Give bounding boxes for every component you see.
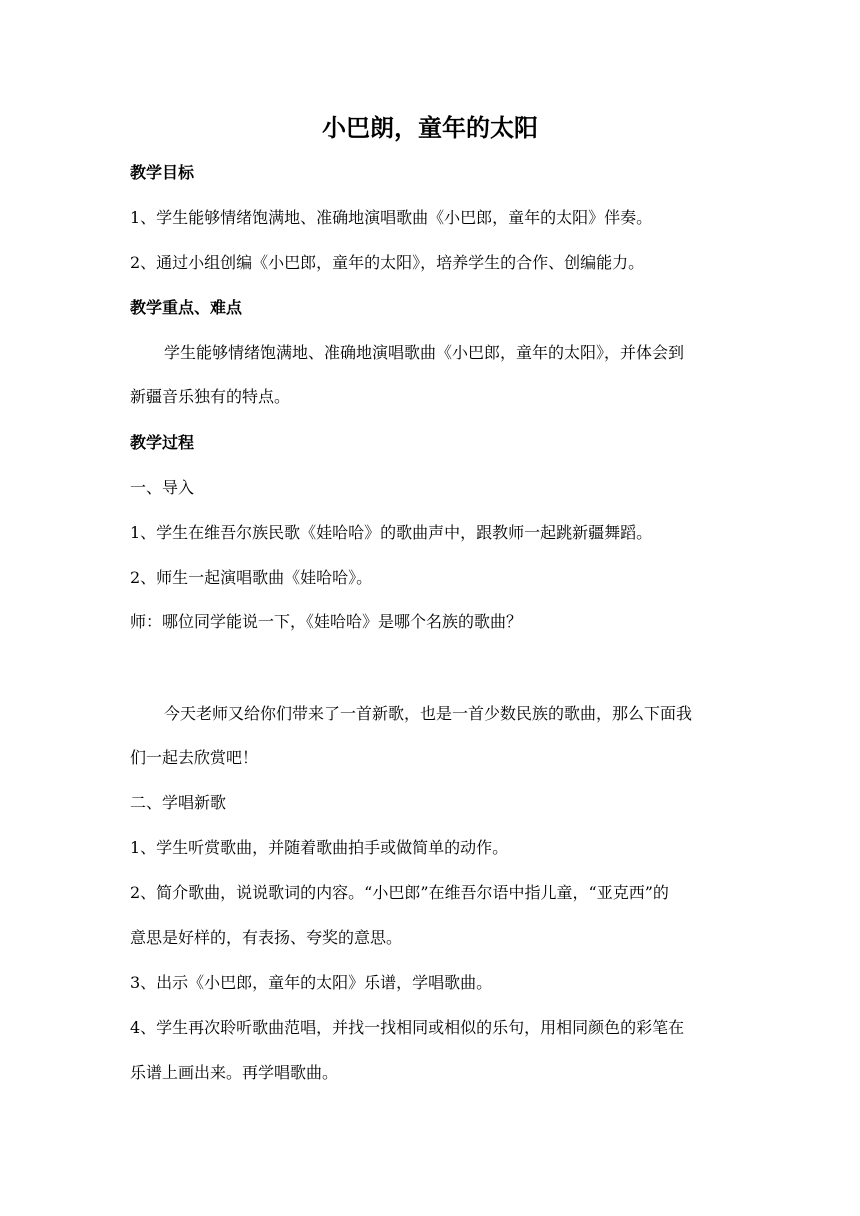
learn-item-2-line-1: 2、简介歌曲，说说歌词的内容。“小巴郎”在维吾尔语中指儿童，“亚克西”的	[130, 883, 669, 902]
teacher-question: 师：哪位同学能说一下，《娃哈哈》是哪个名族的歌曲？	[130, 612, 523, 631]
key-points-heading: 教学重点、难点	[130, 298, 243, 317]
goal-item-2: 2、通过小组创编《小巴郎，童年的太阳》，培养学生的合作、创编能力。	[130, 253, 645, 272]
today-paragraph-line-2: 们一起去欣赏吧！	[130, 748, 259, 767]
intro-item-2: 2、师生一起演唱歌曲《娃哈哈》。	[130, 568, 373, 587]
learn-item-1: 1、学生听赏歌曲，并随着歌曲拍手或做简单的动作。	[130, 838, 509, 857]
goals-heading: 教学目标	[130, 163, 195, 182]
process-heading: 教学过程	[130, 433, 195, 452]
key-points-paragraph-line-1: 学生能够情绪饱满地、准确地演唱歌曲《小巴郎，童年的太阳》，并体会到	[164, 343, 685, 362]
learn-item-2-line-2: 意思是好样的，有表扬、夸奖的意思。	[130, 928, 403, 947]
intro-item-1: 1、学生在维吾尔族民歌《娃哈哈》的歌曲声中，跟教师一起跳新疆舞蹈。	[130, 523, 653, 542]
learn-item-4-line-1: 4、学生再次聆听歌曲范唱，并找一找相同或相似的乐句，用相同颜色的彩笔在	[130, 1018, 685, 1037]
goal-item-1: 1、学生能够情绪饱满地、准确地演唱歌曲《小巴郎，童年的太阳》伴奏。	[130, 208, 653, 227]
intro-heading: 一、导入	[130, 478, 195, 497]
document-title: 小巴朗，童年的太阳	[322, 113, 538, 142]
key-points-paragraph-line-2: 新疆音乐独有的特点。	[130, 387, 291, 406]
learn-item-3: 3、出示《小巴郎，童年的太阳》乐谱，学唱歌曲。	[130, 973, 493, 992]
today-paragraph-line-1: 今天老师又给你们带来了一首新歌，也是一首少数民族的歌曲，那么下面我	[164, 704, 693, 723]
learn-heading: 二、学唱新歌	[130, 793, 227, 812]
learn-item-4-line-2: 乐谱上画出来。再学唱歌曲。	[130, 1063, 339, 1082]
